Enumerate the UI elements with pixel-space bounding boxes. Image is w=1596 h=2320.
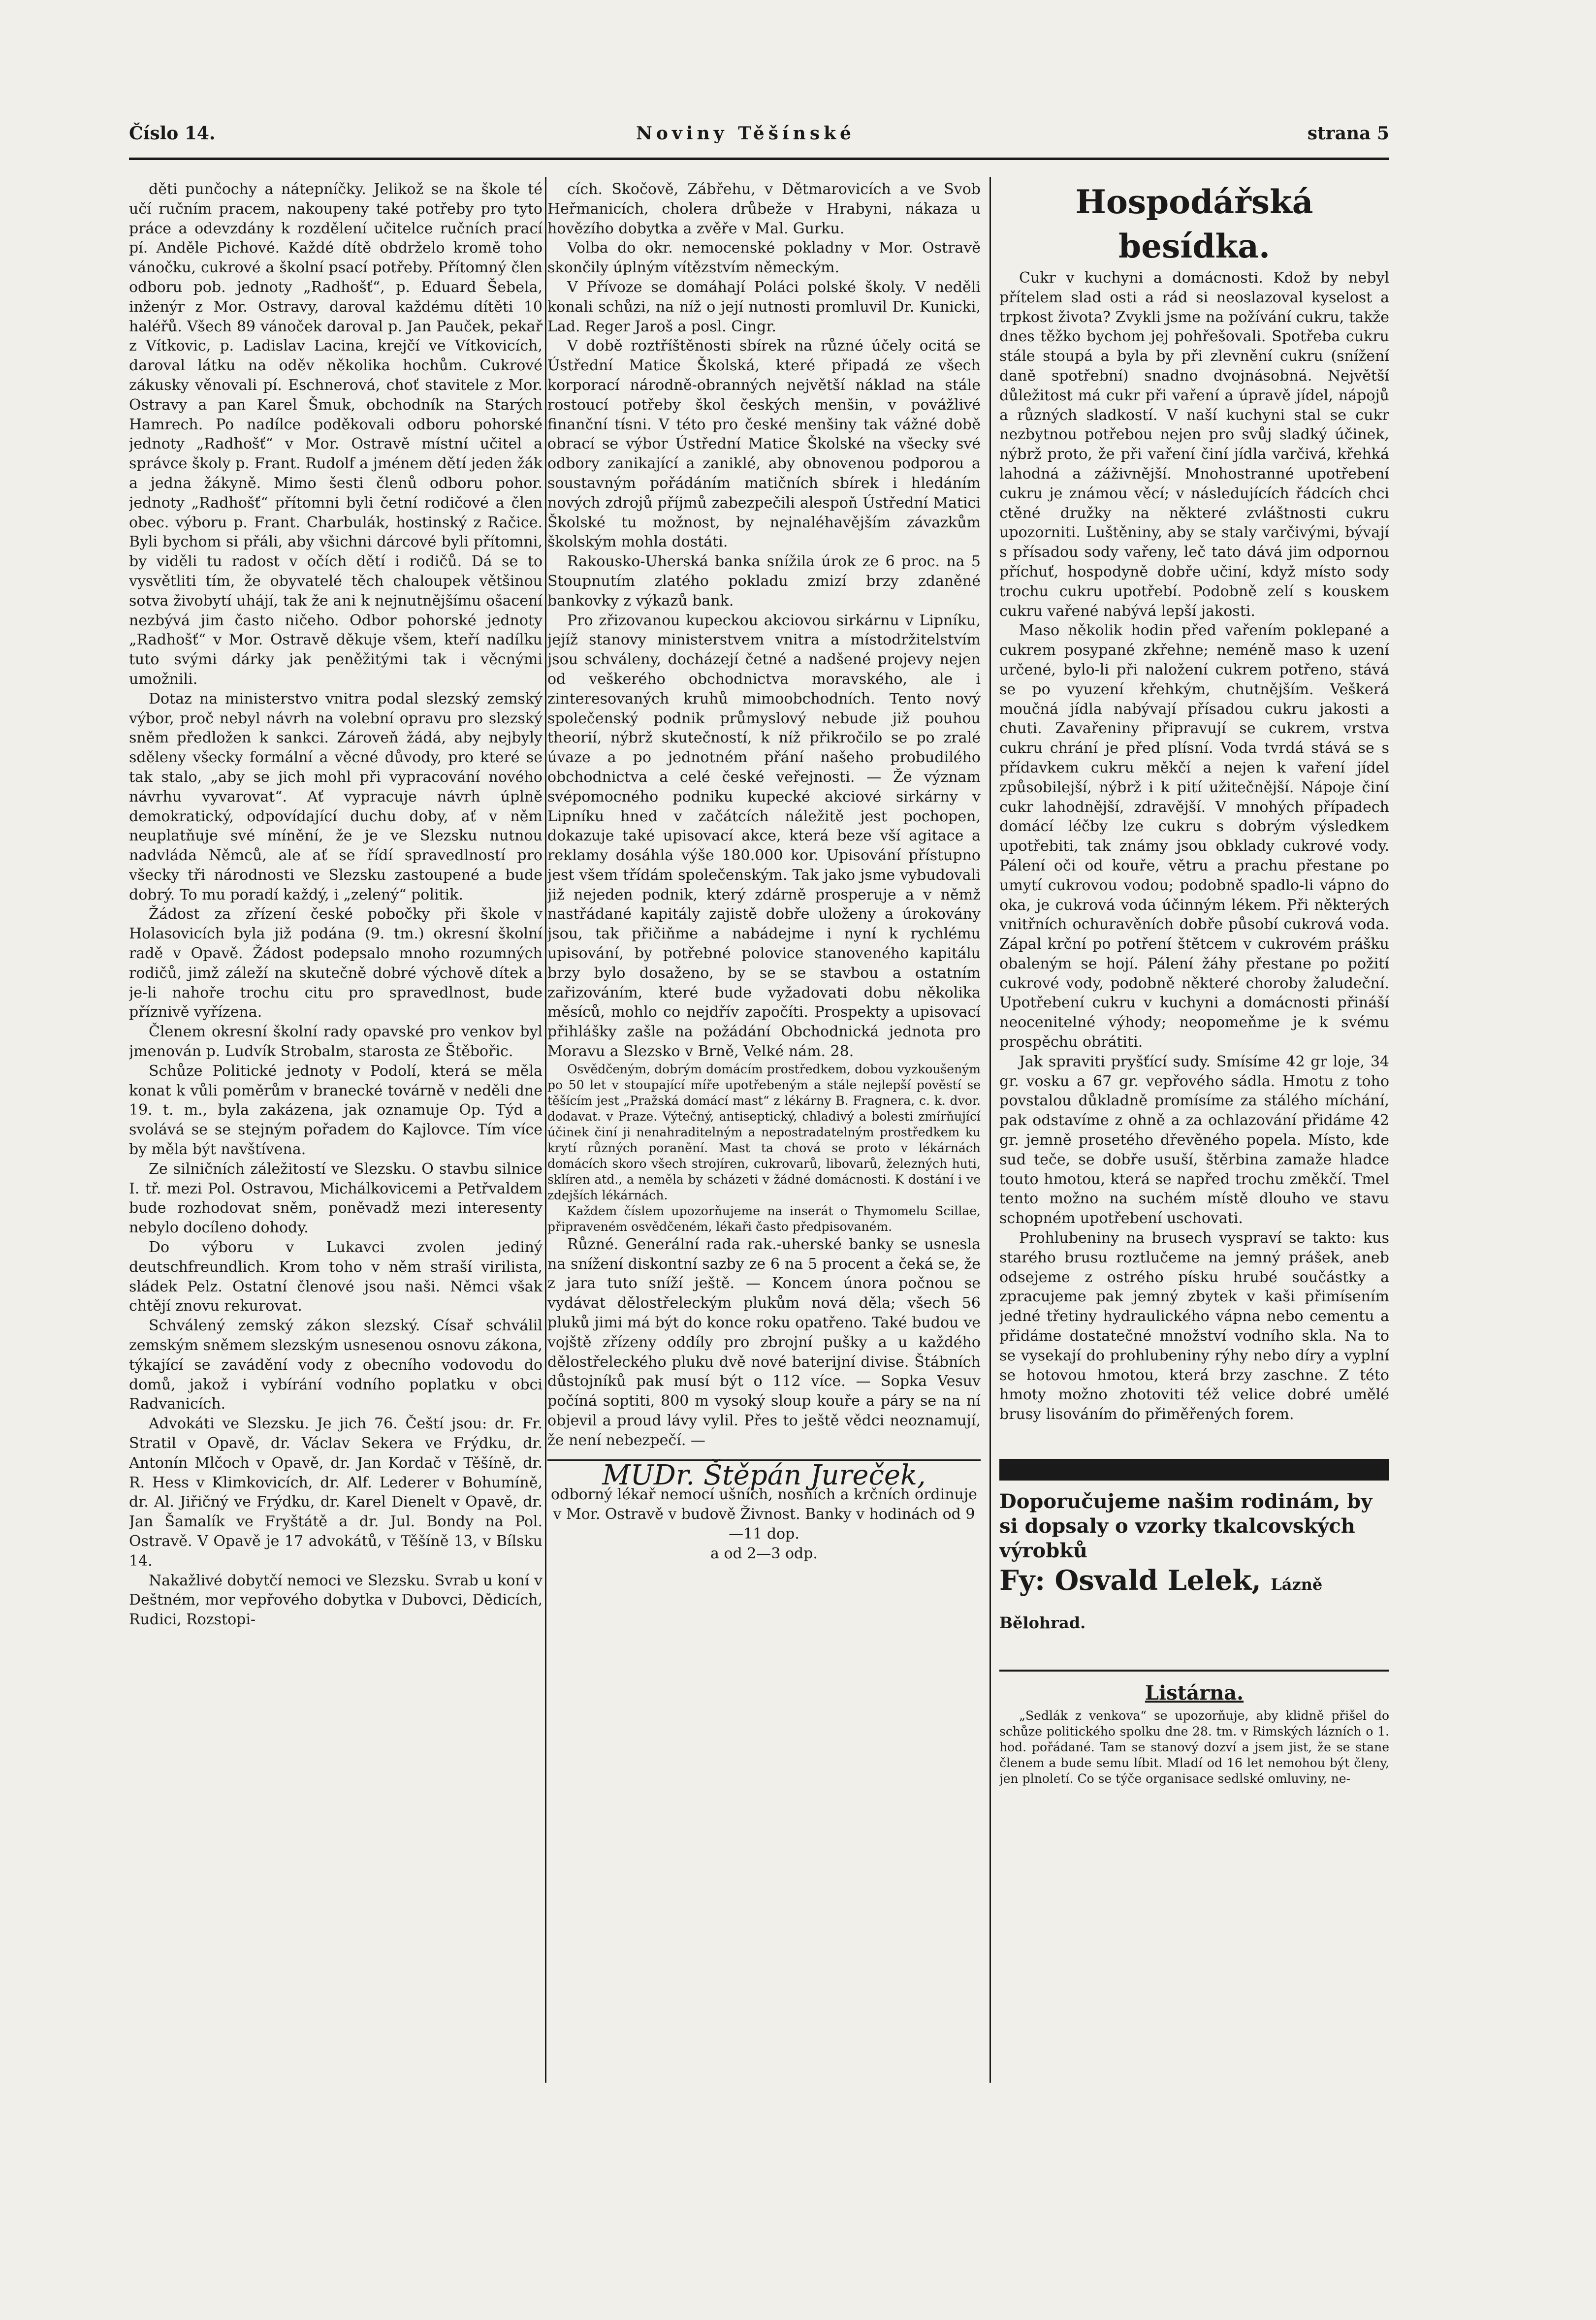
article-paragraph: Cukr v kuchyni a domácnosti. Kdož by nebyl přítelem slad osti a rád si neoslazoval kyselost a trpkost života? Zvykli jsme na požívání cukru, takže dnes těžko bychom jej pohřešovali. Spotřeba cukru stále stoupá a byla by při zlevnění cukru (snížení daně spotřební) snadno dvojnásobná. Největší důležitost má cukr při vaření a úpravě jídel, nápojů a různých sladkostí. V naší kuchyni stal se cukr nezbytnou potřebou nejen pro svůj sladký účinek, nýbrž proto, že při vaření činí jídla varčivá, křehká lahodná a záživnější. Mnohostranné upotřebení cukru je známou věcí; v následujících řádcích chci ctěné družky na některé zvláštnosti cukru upozorniti. Luštěniny, aby se staly varčivými, bývají s přísadou sody vařeny, leč tato dává jim odpornou příchuť, hospodyně dobře učiní, když místo sody trochu cukru upotřebí. Podobně zelí s kouskem cukru vařené nabývá lepší jakosti. xyxy=(999,269,1389,620)
article-paragraph: Pro zřizovanou kupeckou akciovou sirkárnu v Lipníku, jejíž stanovy ministerstvem vnitra a místodržitelstvím jsou schváleny, docházejí četné a nadšené projevy nejen od veškerého obchodnictva moravského, ale i zinteresovaných kruhů mimoobchodních. Tento nový společenský podnik průmyslový nebude již pouhou theorií, nýbrž skutečností, k níž přikročilo se po zralé úvaze a po jednotném přání našeho probudilého obchodnictva a celé české veřejnosti. — Že význam svépomocného podniku kupecké akciové sirkárny v Lipníku hned v začátcích náležitě jest pochopen, dokazuje také upisovací akce, která beze vší agitace a reklamy dosáhla výše 180.000 kor. Upisování přístupno jest všem třídám společenským. Tak jako jsme vybudovali již nejeden podnik, který zdárně prosperuje a v němž nastřádané kapitály zajistě dobře uloženy a úrokovány jsou, tak přičiňme a nabádejme i nyní k rychlému upisování, by potřebné polovice stanoveného kapitálu brzy bylo dosaženo, by se se stavbou a ostatním zařizováním, které bude vyžadovati dobu několika měsíců, mohlo co nejdřív započíti. Prospekty a upisovací přihlášky zašle na požádání Obchodnická jednota pro Moravu a Slezsko v Brně, Velké nám. 28. xyxy=(547,612,981,1061)
doctor-hours: a od 2—3 odp. xyxy=(710,1545,818,1562)
firm-label: Fy: Osvald Lelek, xyxy=(999,1564,1261,1597)
article-paragraph: Různé. Generální rada rak.-uherské banky se usnesla na snížení diskontní sazby ze 6 na 5 procent a čeká se, že z jara tuto sníží ještě. — Koncem února počnou se vydávat dělostřeleckým plukům nová děla; všech 56 pluků jimi má být do konce roku opatřeno. Také budou ve vojště zřízeny oddíly pro zbrojní pušky a u každého dělostřeleckého pluku dvě nové baterijní divise. Štábních důstojníků pak musí být o 112 více. — Sopka Vesuv počíná soptiti, 800 m vysoký sloup kouře a páry se na ní objevil a proud lávy vylil. Přes to ještě vědci neoznamují, že není nebezpečí. — xyxy=(547,1235,981,1449)
article-paragraph: Advokáti ve Slezsku. Je jich 76. Čeští jsou: dr. Fr. Stratil v Opavě, dr. Václav Sekera ve Frýdku, dr. Antonín Mlčoch v Opavě, dr. Jan Kordač v Těšíně, dr. R. Hess v Klimkovicích, dr. Alf. Lederer v Bohumíně, dr. Al. Jiřičný ve Frýdku, dr. Karel Dienelt v Opavě, dr. Jan Šamalík ve Fryštátě a dr. Jul. Bondy na Pol. Ostravě. V Opavě je 17 advokátů, v Těšíně 13, v Bílsku 14. xyxy=(129,1415,543,1570)
column-divider xyxy=(545,177,546,2083)
article-paragraph: Nakažlivé dobytčí nemoci ve Slezsku. Svrab u koní v Deštném, mor vepřového dobytka v Dubovci, Dědicích, Rudici, Rozstopi- xyxy=(129,1572,543,1629)
article-paragraph: Schůze Politické jednoty v Podolí, která se měla konat k vůli poměrům v branecké továrně v neděli dne 19. t. m., byla zakázena, jak oznamuje Op. Týd a svolává se se stejným pořadem do Kajlovce. Tím více by měla být navštívena. xyxy=(129,1062,543,1159)
notice-paragraph: Osvědčeným, dobrým domácím prostředkem, dobou vyzkoušeným po 50 let v stoupající míře upotřebeným a stále nejlepší pověstí se těšícím jest „Pražská domácí mast“ z lékárny B. Fragnera, c. k. dvor. dodavat. v Praze. Výtečný, antiseptický, chladivý a bolesti zmírňující účinek činí ji nenahraditelným a nepostradatelným prostředkem ku krytí různých poranění. Mast ta chová se proto v lékárnách domácích skoro všech strojíren, cukrovarů, libovarů, železných huti, sklíren atd., a neměla by scházeti v žádné domácnosti. K dostání i ve zdejších lékárnách. xyxy=(547,1062,981,1202)
column-2 xyxy=(547,180,981,2149)
article-paragraph: Schválený zemský zákon slezský. Císař schválil zemským sněmem slezským usnesenou osnovu zákona, týkající se zavádění vody z obecního vodovodu do domů, jakož i vybírání vodního poplatku v obci Radvanicích. xyxy=(129,1317,543,1413)
doctor-details: odborný lékař nemocí ušních, nosních a krčních ordinuje v Mor. Ostravě v budově Živnost. Banky v hodinách od 9—11 dop. xyxy=(551,1486,977,1543)
section-title: Hospodářská besídka. xyxy=(1075,183,1313,265)
article-paragraph: Do výboru v Lukavci zvolen jediný deutschfreundlich. Krom toho v něm straší virilista, sládek Pelz. Ostatní členové jsou naši. Němci však chtějí znovu rekurovat. xyxy=(129,1239,543,1315)
column-3 xyxy=(999,180,1389,2149)
page-header xyxy=(129,123,1389,148)
article-paragraph: Rakousko-Uherská banka snížila úrok ze 6 proc. na 5 Stoupnutím zlatého pokladu zmizí brzy zdaněné bankovky z výkazů bank. xyxy=(547,553,981,610)
separator-bar xyxy=(999,1459,1389,1481)
article-paragraph: Prohlubeniny na brusech vyspraví se takto: kus starého brusu roztlučeme na jemný prášek, aneb odsejeme z ostrého písku hrubé součástky a zpracujeme pak jemný zbytek v kaši přimísením jedné třetiny hydraulického vápna nebo cementu a přidáme dostatečné množství vodního skla. Na to se vysekají do prohlubeniny rýhy nebo díry a vyplní se hotovou hmotou, která brzy zaschne. Z této hmoty možno zhotoviti též velice dobré umělé brusy lisováním do přiměřených forem. xyxy=(999,1229,1389,1423)
column-divider xyxy=(990,177,991,2083)
notice-paragraph: Každem číslem upozorňujeme na inserát o Thymomelu Scillae, připraveném osvědčeném, lékaři často předpisovaném. xyxy=(547,1203,981,1234)
header-rule xyxy=(129,158,1389,160)
promo-text: Doporučujeme našim rodinám, by si dopsaly o vzorky tkalcovských výrobků xyxy=(999,1490,1373,1563)
listarna-text: „Sedlák z venkova“ se upozorňuje, aby klidně přišel do schůze politického spolku dne 28. tm. v Rimských lázních o 1. hod. pořádané. Tam se stanový dozví a jsem jist, že se stane členem a bude semu líbit. Mladí od 16 let nemohou být členy, jen plnoletí. Co se týče organisace sedlské omluviny, ne- xyxy=(999,1708,1389,1786)
doctor-name: MUDr. Štěpán Jureček, xyxy=(602,1459,926,1491)
listarna-section xyxy=(999,1670,1389,1787)
article-paragraph: V Přívoze se domáhají Poláci polské školy. V neděli konali schůzi, na níž o její nutnosti promluvil Dr. Kunicki, Lad. Reger Jaroš a posl. Cingr. xyxy=(547,278,981,335)
article-paragraph: Maso několik hodin před vařením poklepané a cukrem posypané zkřehne; neméně maso k uzení určené, bylo-li při naložení cukrem potřeno, stává se po vyuzení křehkým, chutnějším. Veškerá moučná jídla nabývají přísadou cukru jakosti a chuti. Zavařeniny připravují se cukrem, vrstva cukru chrání je před plísní. Voda tvrdá stává se s přídavkem cukru měkčí a nejen k vaření jídel způsobilejší, nýbrž i k pití užitečnější. Nápoje činí cukr lahodnější, zdravější. V mnohých případech domácí léčby lze cukru s dobrým výsledkem upotřebiti, tak známy jsou obklady cukrové vody. Pálení oči od kouře, větru a prachu přestane po umytí cukrovou vodou; podobně spadlo-li vápno do oka, je cukrová voda účinným lékem. Při některých vnitřních ochuravěních dobře působí cukrová voda. Zápal krční po potření štětcem v cukrovém prášku obaleným se hojí. Pálení žáhy přestane po požití cukrové vody, podobně některé choroby žaludeční. Upotřebení cukru v kuchyni a domácnosti přináší neocenitelné výhody; neopomeňme je k svému prospěchu obrátiti. xyxy=(999,622,1389,1051)
article-paragraph: Ze silničních záležitostí ve Slezsku. O stavbu silnice I. tř. mezi Pol. Ostravou, Michálkovicemi a Petřvaldem bude rozhodovat sněm, poněvadž mezi interesenty nebylo docíleno dohody. xyxy=(129,1160,543,1237)
article-paragraph: Členem okresní školní rady opavské pro venkov byl jmenován p. Ludvík Strobalm, starosta ze Štěbořic. xyxy=(129,1023,543,1061)
article-paragraph: Jak spraviti pryšťící sudy. Smísíme 42 gr loje, 34 gr. vosku a 67 gr. vepřového sádla. Hmotu z toho povstalou důkladně promísíme za stálého míchání, pak odstavíme z ohně a za ochlazování přidáme 42 gr. jemně prosetého dřevěného popela. Místo, kde sud teče, se dobře usuší, štěrbina zamaže hladce touto hmotou, která se napřed trochu změkčí. Tmel tento možno na suchém místě dlouho ve stavu schopném upotřebení uschovati. xyxy=(999,1053,1389,1227)
article-paragraph: Žádost za zřízení české pobočky při škole v Holasovicích byla již podána (9. tm.) okresní školní radě v Opavě. Žádost podepsalo mnoho rozumných rodičů, jimž záleží na skutečně dobré výchově dítek a je-li nahoře trochu citu pro spravedlnost, bude příznivě vyřízena. xyxy=(129,905,543,1021)
article-paragraph: V době roztříštěnosti sbírek na různé účely ocitá se Ústřední Matice Školská, které připadá ze všech korporací národně-obranných největší náklad na stále rostoucí potřeby škol českých menšin, v povážlivé finanční tísni. V této pro české menšiny tak vážné době obrací se výbor Ústřední Matice Školské na všecky své odbory zanikající a zaniklé, aby obnovenou podporou a soustavným pořádáním matičních sbírek i hledáním nových zdrojů příjmů zabezpečili alespoň Ústřední Matici Školské tu možnost, by nejnaléhavějším závazkům školským mohla dostáti. xyxy=(547,337,981,551)
article-paragraph: cích. Skočově, Zábřehu, v Dětmarovicích a ve Svob Heřmanicích, cholera drůbeže v Hrabyni, nákaza u hovězího dobytka a zvěře v Mal. Gurku. xyxy=(547,181,981,237)
article-paragraph: Volba do okr. nemocenské pokladny v Mor. Ostravě skončily úplným vítězstvím německým. xyxy=(547,239,981,277)
newspaper-title: Noviny Těšínské xyxy=(636,123,855,144)
firm-name xyxy=(999,1563,1389,1640)
article-paragraph: děti punčochy a nátepníčky. Jelikož se na škole té učí ručním pracem, nakoupeny také potřeby pro tyto práce a odevzdány k rozdělení učitelce ručních prací pí. Anděle Pichové. Každé dítě obdrželo kromě toho vánočku, cukrové a školní psací potřeby. Přítomný člen odboru pob. jednoty „Radhošť“, p. Eduard Šebela, inženýr z Mor. Ostravy, daroval každému dítěti 10 haléřů. Všech 89 vánoček daroval p. Jan Pauček, pekař z Vítkovic, p. Ladislav Lacina, krejčí ve Vítkovicích, daroval látku na oděv několika hochům. Cukrové zákusky věnovali pí. Eschnerová, choť stavitele z Mor. Ostravy a pan Karel Šmuk, obchodník na Starých Hamrech. Po nadílce poděkovali odboru pohorské jednoty „Radhošť“ v Mor. Ostravě místní učitel a správce školy p. Frant. Rudolf a jménem dětí jeden žák a jedna žákyně. Mimo šesti členů odboru pohor. jednoty „Radhošť“ přítomni byli četní rodičové a člen obec. výboru p. Frant. Charbulák, hostinský z Račice. Byli bychom si přáli, aby všichni dárcové byli přítomni, by viděli tu radost v očích dětí i rodičů. Dá se to vysvětliti tím, že obyvatelé těch chaloupek většinou sotva živobytí uhájí, tak že ani k nejnutnějšímu ošacení nezbývá jim často ničeho. Odbor pohorské jednoty „Radhošť“ v Mor. Ostravě děkuje všem, kteří nadílku tuto svými dárky jak peněžitými tak i věcnými umožnili. xyxy=(129,181,543,688)
doctor-advertisement xyxy=(547,1459,981,1564)
column-1 xyxy=(129,180,543,2149)
firm-place: Lázně Bělohrad. xyxy=(999,1575,1323,1633)
article-paragraph: Dotaz na ministerstvo vnitra podal slezský zemský výbor, proč nebyl návrh na volební opravu pro slezský sněm předložen k sankci. Zároveň žádá, aby nejbyly sděleny všecky formální a věcné důvody, pro které se tak stalo, „aby se jich mohl při vypracování nového návrhu vyvarovat“. Ať vypracuje návrh úplně demokratický, odpovídající duchu doby, ať v něm neuplatňuje své mínění, že je ve Slezsku nutnou nadvláda Němců, ale ať se řídí spravedlností pro všecky tři národnosti ve Slezsku zastoupené a bude dobrý. To mu poradí každý, i „zelený“ politik. xyxy=(129,690,543,903)
listarna-title: Listárna. xyxy=(1145,1681,1244,1705)
page-number: strana 5 xyxy=(1307,123,1389,144)
issue-number: Číslo 14. xyxy=(129,123,216,144)
